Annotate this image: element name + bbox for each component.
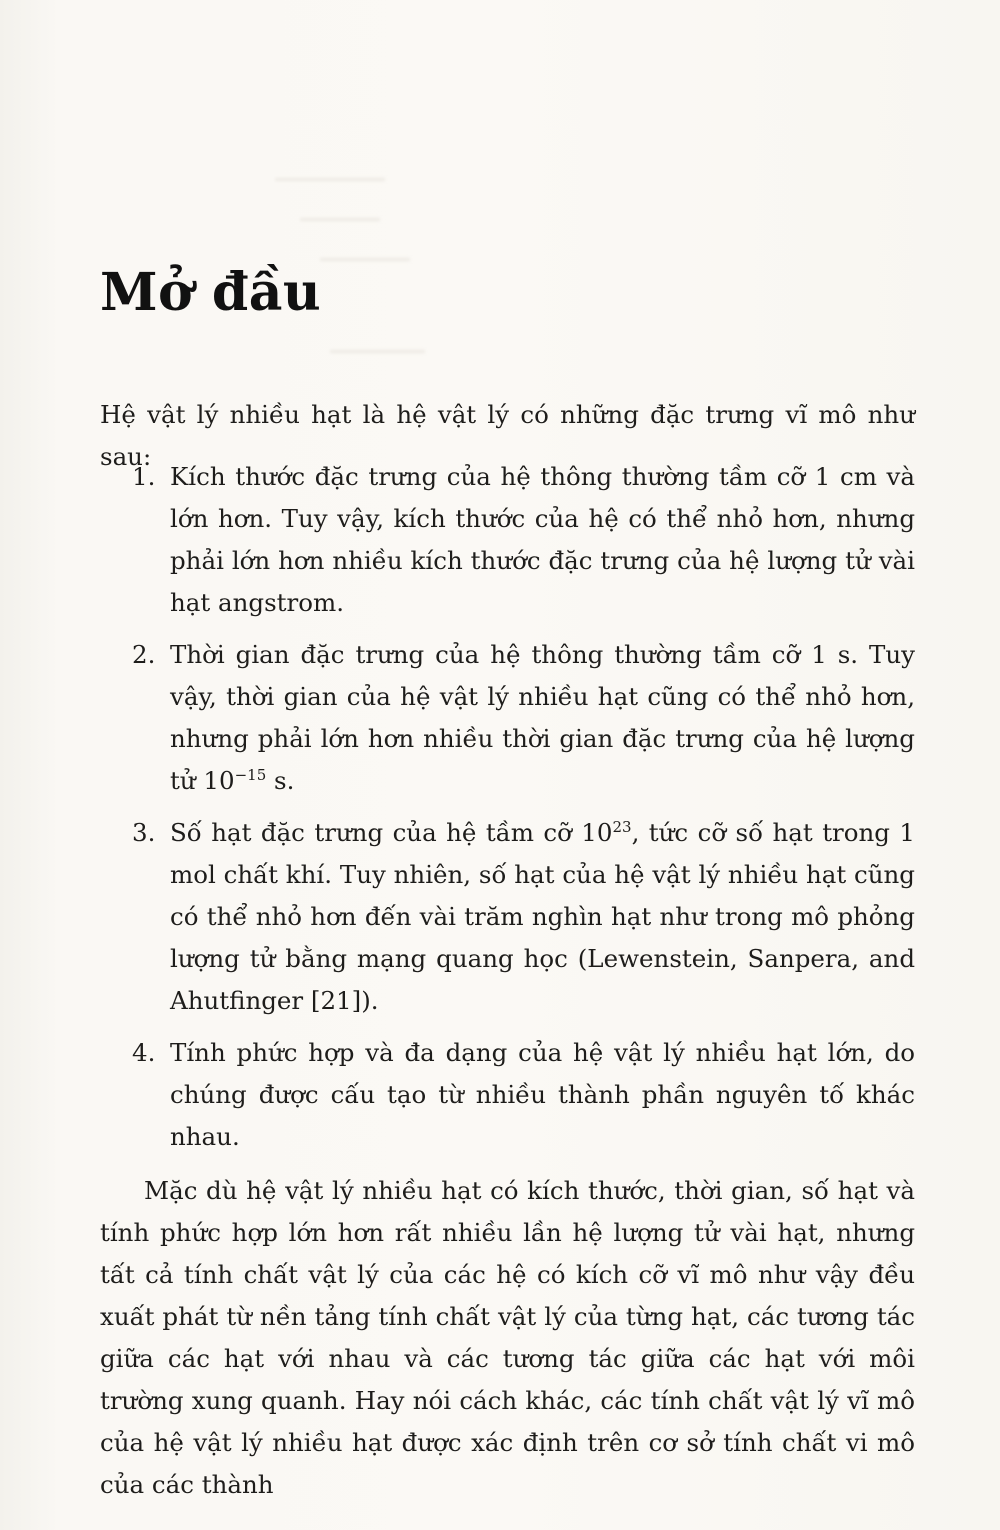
list-item-text-tail: s. bbox=[266, 766, 295, 795]
list-item-number: 3. bbox=[132, 818, 156, 847]
list-item bbox=[100, 456, 915, 624]
list-item-number: 4. bbox=[132, 1038, 156, 1067]
show-through-line bbox=[275, 178, 385, 181]
show-through-line bbox=[300, 218, 380, 221]
feature-list bbox=[100, 456, 915, 1168]
intro-paragraph: Hệ vật lý nhiều hạt là hệ vật lý có những đặc trưng vĩ mô như sau: bbox=[100, 400, 915, 471]
list-item bbox=[100, 1032, 915, 1158]
show-through-line bbox=[330, 350, 425, 353]
list-item bbox=[100, 812, 915, 1022]
list-item-text-tail: , tức cỡ số hạt trong 1 mol chất khí. Tuy nhiên, số hạt của hệ vật lý nhiều hạt cũng có thể nhỏ hơn đến vài trăm nghìn hạt như trong mô phỏng lượng tử bằng mạng quang học (Lewenstein, Sanpera, and Ahutfinger [21]). bbox=[170, 818, 915, 1015]
exponent: 23 bbox=[612, 817, 632, 836]
list-item-text: Kích thước đặc trưng của hệ thông thường tầm cỡ 1 cm và lớn hơn. Tuy vậy, kích thước của hệ có thể nhỏ hơn, nhưng phải lớn hơn nhiều kích thước đặc trưng của hệ lượng tử vài hạt angstrom. bbox=[170, 462, 915, 617]
list-item-text: Tính phức hợp và đa dạng của hệ vật lý nhiều hạt lớn, do chúng được cấu tạo từ nhiều thành phần nguyên tố khác nhau. bbox=[170, 1038, 915, 1151]
chapter-title: Mở đầu bbox=[100, 262, 322, 323]
list-item-text: Số hạt đặc trưng của hệ tầm cỡ 10 bbox=[170, 818, 613, 847]
list-item bbox=[100, 634, 915, 802]
show-through-line bbox=[320, 258, 410, 261]
list-item-text: Thời gian đặc trưng của hệ thông thường tầm cỡ 1 s. Tuy vậy, thời gian của hệ vật lý nhiều hạt cũng có thể nhỏ hơn, nhưng phải lớn hơn nhiều thời gian đặc trưng của hệ lượng tử 10 bbox=[170, 640, 915, 795]
exponent: −15 bbox=[234, 765, 267, 784]
body-paragraph: Mặc dù hệ vật lý nhiều hạt có kích thước, thời gian, số hạt và tính phức hợp lớn hơn rất nhiều lần hệ lượng tử vài hạt, nhưng tất cả tính chất vật lý của các hệ có kích cỡ vĩ mô như vậy đều xuất phát từ nền tảng tính chất vật lý của từng hạt, các tương tác giữa các hạt với nhau và các tương tác giữa các hạt với môi trường xung quanh. Hay nói cách khác, các tính chất vật lý vĩ mô của hệ vật lý nhiều hạt được xác định trên cơ sở tính chất vi mô của các thành bbox=[100, 1176, 915, 1499]
list-item-number: 2. bbox=[132, 640, 156, 669]
list-item-number: 1. bbox=[132, 462, 156, 491]
